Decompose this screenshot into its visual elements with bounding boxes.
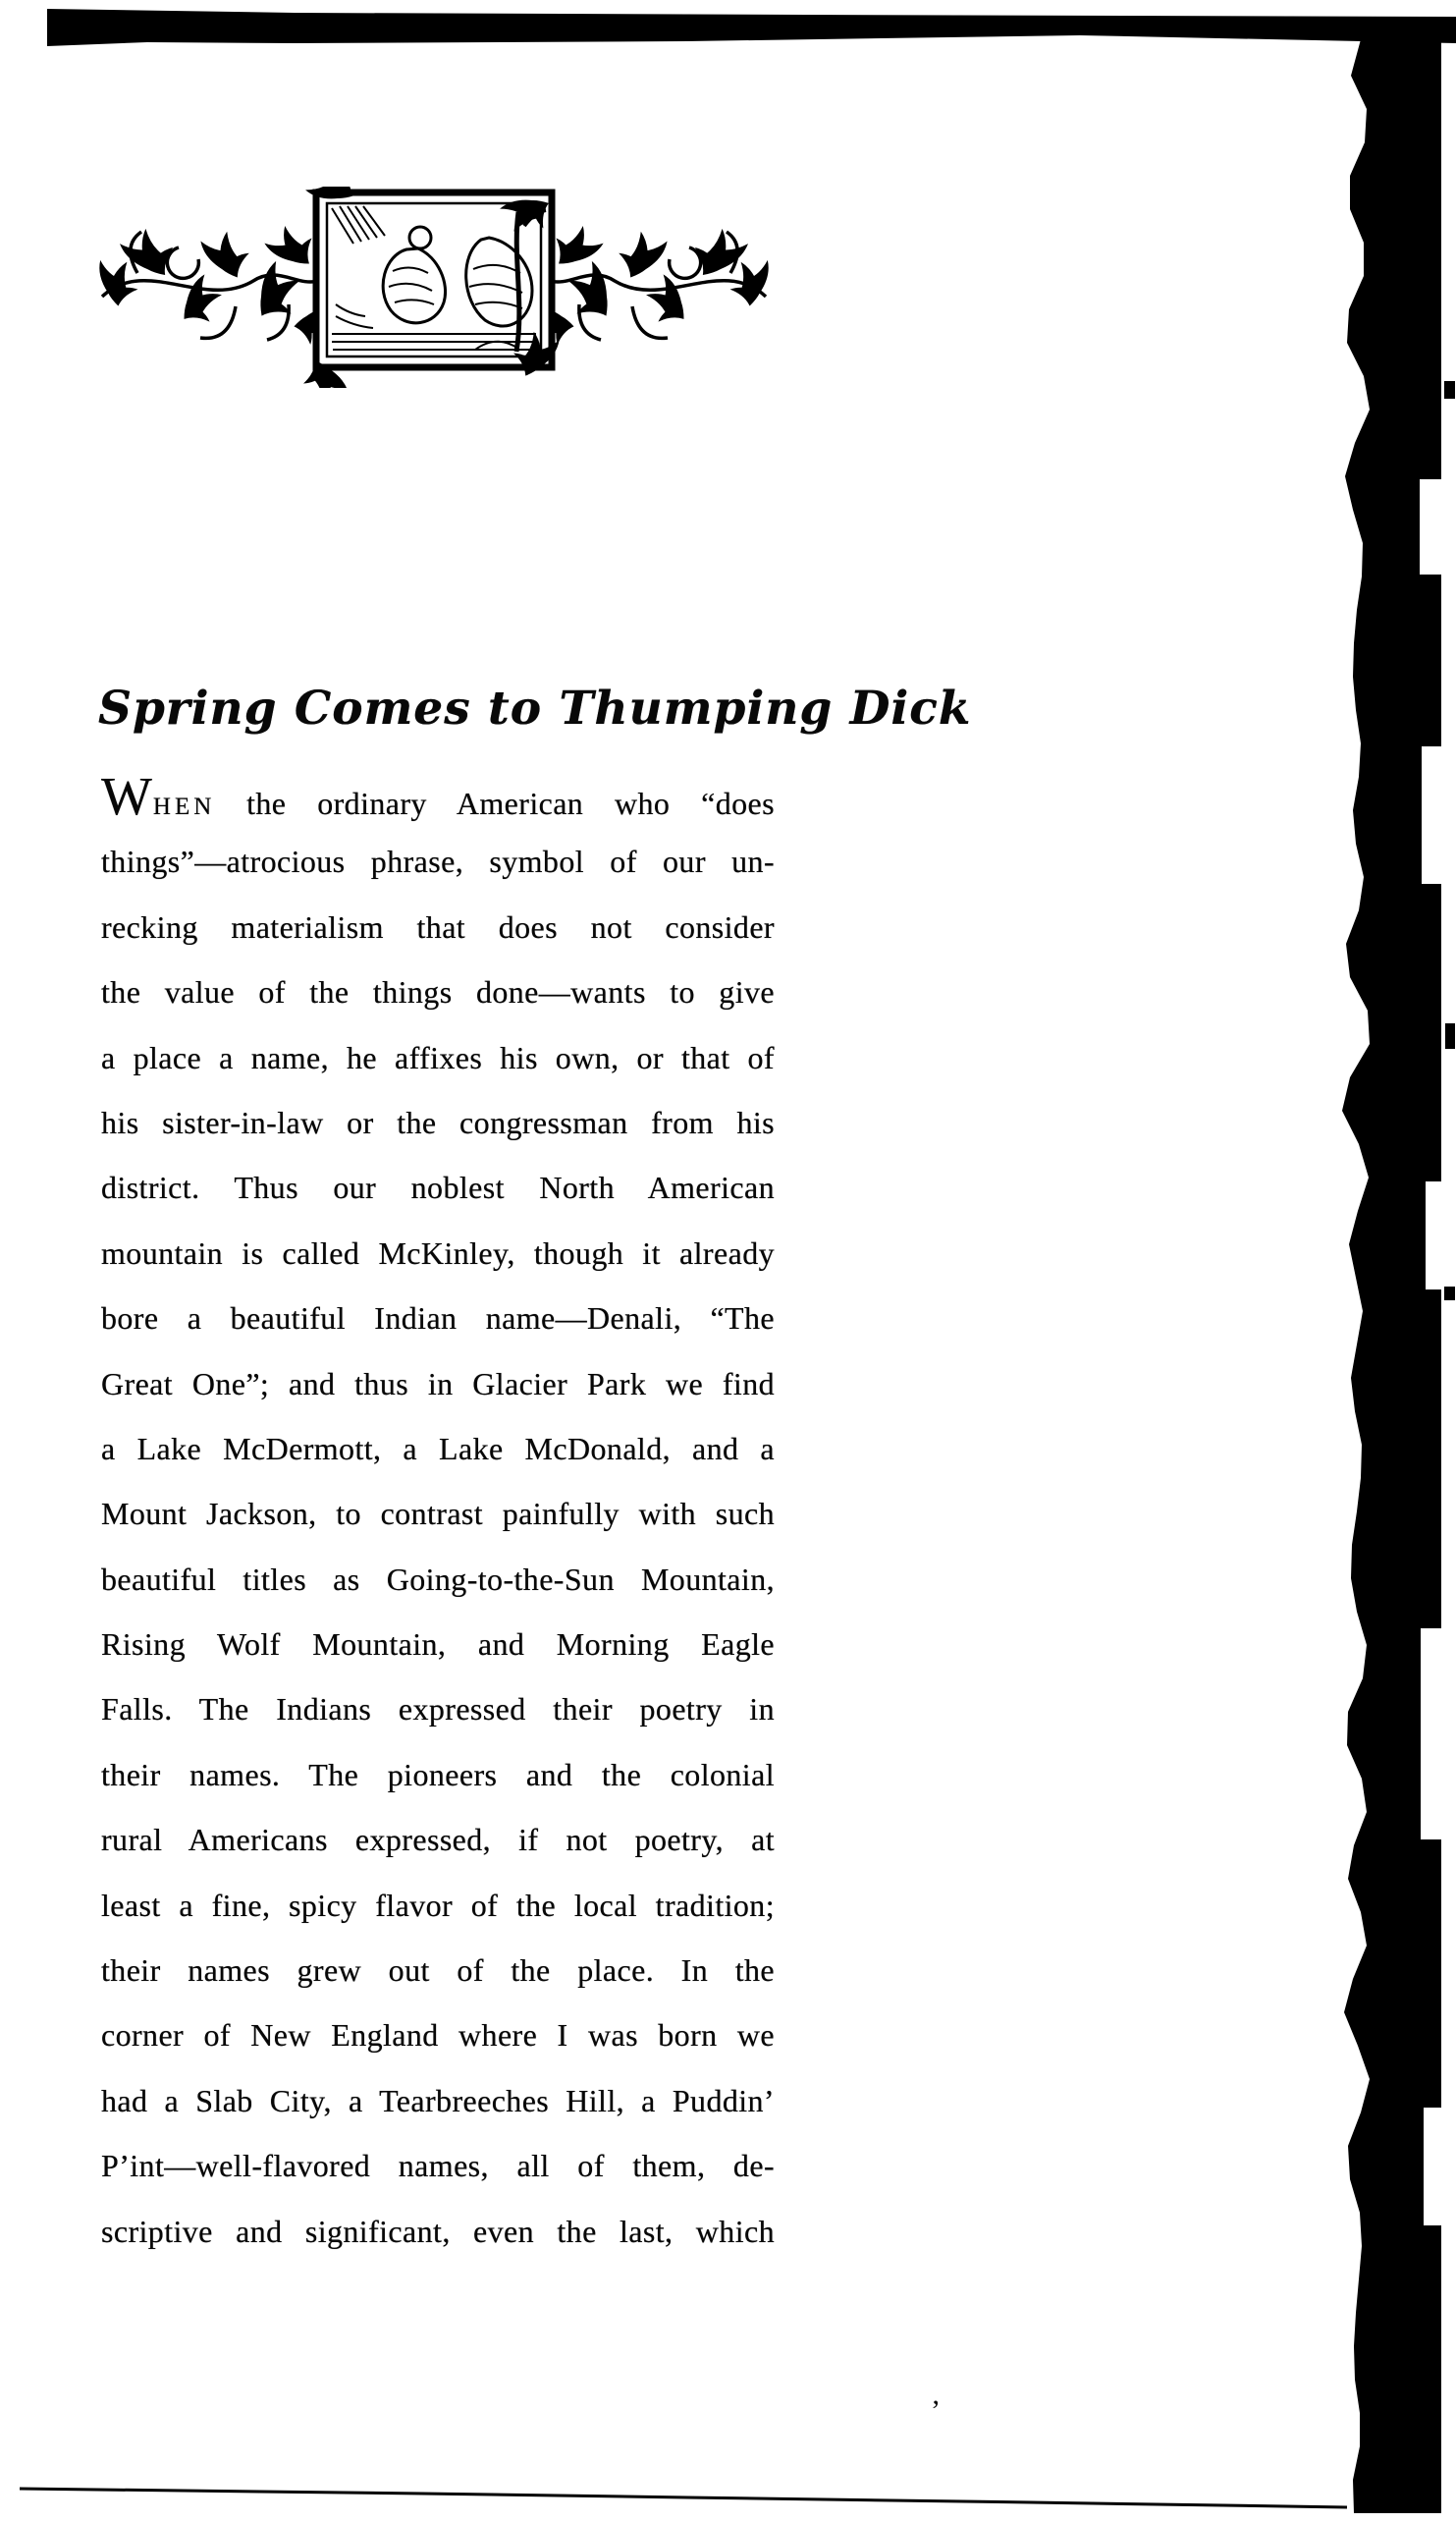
body-line: mountain is called McKinley, though it already <box>101 1234 775 1271</box>
body-line: had a Slab City, a Tearbreeches Hill, a Puddin’ <box>101 2082 775 2118</box>
scan-edge-top <box>47 9 1456 46</box>
body-line: least a fine, spicy flavor of the local tradition; <box>101 1887 775 1923</box>
stray-ink-mark: ’ <box>931 2394 941 2427</box>
body-lines <box>101 829 775 2264</box>
scan-edge-bottom <box>20 2489 1347 2507</box>
lead-rest-text: the ordinary American who “does <box>215 786 775 821</box>
body-line: the value of the things done—wants to give <box>101 974 775 1011</box>
scan-edge-right-notches <box>1420 479 1443 2225</box>
scan-edge-right-specks <box>1444 381 1455 1300</box>
body-line: beautiful titles as Going-to-the-Sun Mountain, <box>101 1561 775 1597</box>
vine-flourish-left <box>96 220 346 350</box>
body-line: Mount Jackson, to contrast painfully with such <box>101 1496 775 1532</box>
body-line: Great One”; and thus in Glacier Park we find <box>101 1365 775 1401</box>
woodcut-panel <box>294 187 573 388</box>
body-line-lead <box>101 764 775 829</box>
scan-edge-right <box>1342 18 1441 2513</box>
scan-edge-right-texture <box>1422 584 1435 2100</box>
vine-flourish-right <box>522 220 772 350</box>
header-woodcut-illustration <box>96 187 772 388</box>
lead-small-caps: HEN <box>152 794 216 820</box>
body-line: recking materialism that does not consider <box>101 908 775 945</box>
body-line: P’int—well-flavored names, all of them, de- <box>101 2148 775 2184</box>
body-line: district. Thus our noblest North American <box>101 1170 775 1206</box>
body-line: Rising Wolf Mountain, and Morning Eagle <box>101 1626 775 1663</box>
body-line: a Lake McDermott, a Lake McDonald, and a <box>101 1430 775 1466</box>
body-line: rural Americans expressed, if not poetry, at <box>101 1822 775 1858</box>
body-line: scriptive and significant, even the last, which <box>101 2213 775 2249</box>
body-line: Falls. The Indians expressed their poetry in <box>101 1691 775 1728</box>
body-line: their names grew out of the place. In the <box>101 1952 775 1989</box>
body-line: his sister-in-law or the congressman from his <box>101 1104 775 1140</box>
lead-drop-cap: W <box>101 766 153 826</box>
chapter-title: Spring Comes to Thumping Dick <box>98 682 972 736</box>
body-line: things”—atrocious phrase, symbol of our un- <box>101 844 775 880</box>
body-line: a place a name, he affixes his own, or that of <box>101 1039 775 1075</box>
body-text <box>101 764 775 2264</box>
body-line: bore a beautiful Indian name—Denali, “The <box>101 1300 775 1337</box>
body-line: their names. The pioneers and the colonial <box>101 1756 775 1792</box>
body-line: corner of New England where I was born we <box>101 2017 775 2054</box>
